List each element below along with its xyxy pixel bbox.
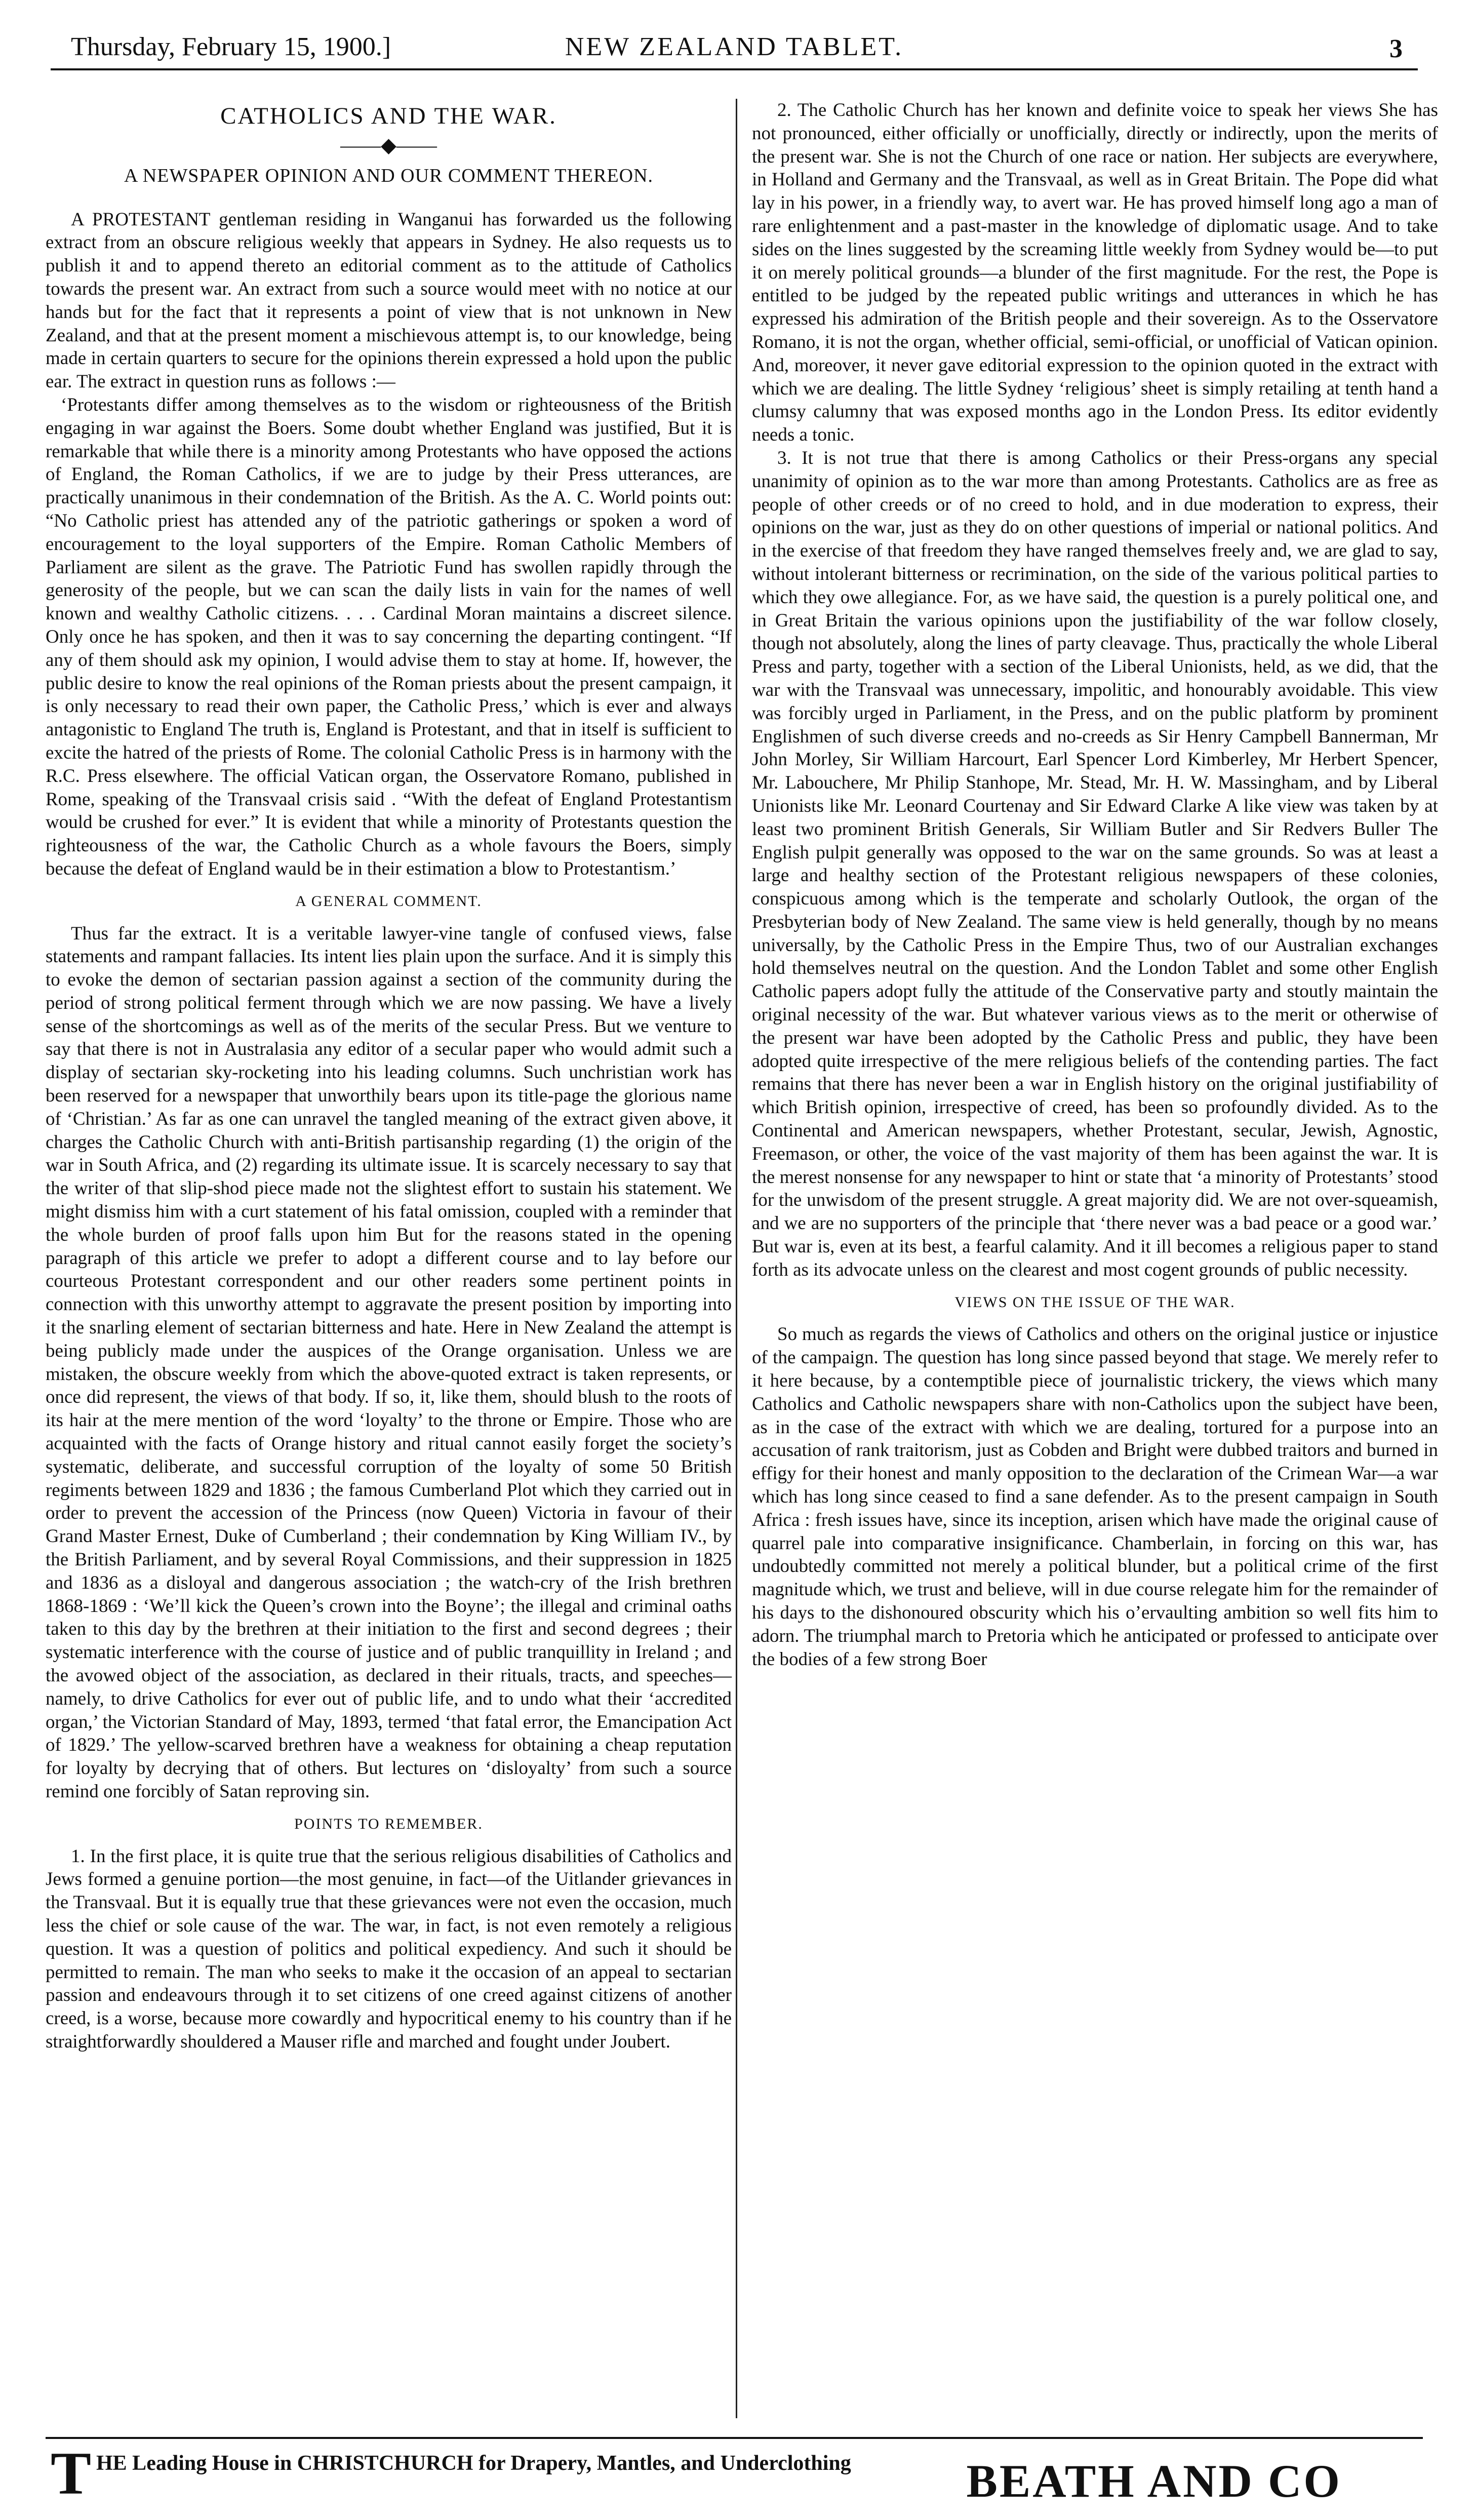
article-title: CATHOLICS AND THE WAR. xyxy=(220,103,557,129)
views-paragraph: So much as regards the views of Catholics and others on the original justice or injustice of the campaign. The question has long since passed beyond that stage. We merely refer to it here because, by a contemptible piece of journalistic trickery, the views which many Catholics and Catholic newspapers share with non-Catholics upon the subject have been, as in the case of the extract with which we are dealing, tortured for a purpose into an accusation of rank traitorism, just as Cobden and Bright were dubbed traitors and burned in effigy for their honest and manly opposition to the declaration of the Crimean War—a war which has long since ceased to find a sane defender. As to the present campaign in South Africa : fresh issues have, since its inception, arisen which have made the original cause of quarrel pale into comparative insignificance. Chamberlain, in forcing on this war, has undoubtedly committed not merely a political blunder, but a political crime of the first magnitude which, we trust and believe, will in due course relegate him for the remainder of his days to the dishonoured obscurity which his o’ervaulting ambition so well fits him to adorn. The triumphal march to Pretoria which he anticipated or professed to anticipate over the bodies of a few strong Boer xyxy=(752,1324,1438,1670)
column-divider xyxy=(736,99,737,2418)
article-subtitle: A NEWSPAPER OPINION AND OUR COMMENT THEREON. xyxy=(124,165,654,186)
title-ornament: ——◆—— xyxy=(340,133,437,156)
intro-paragraph: A PROTESTANT gentleman residing in Wanganui has forwarded us the following extract from an obscure religious weekly that appears in Sydney. He also requests us to publish it and to append thereto an editorial comment as to the attitude of Catholics towards the present war. An extract from such a source would meet with no notice at our hands but for the fact that it represents a point of view that is not unknown in New Zealand, and that at the present moment a mischievous attempt is, to our knowledge, being made in certain quarters to secure for the opinions therein expressed a hold upon the public ear. The extract in question runs as follows :— xyxy=(46,209,732,392)
advertisement-banner xyxy=(46,2437,1423,2505)
point-one-paragraph: 1. In the first place, it is quite true that the serious religious disabilities of Catholics and Jews formed a genuine portion—the most genuine, in fact—of the Uitlander grievances in the Transvaal. But it is equally true that these grievances were not even the occasion, much less the chief or sole cause of the war. The war, in fact, is not even remotely a religious question. It was a question of politics and political expediency. And such it should be permitted to remain. The man who seeks to make it the occasion of an appeal to sectarian passion and endeavours through it to set citizens of one creed against citizens of another creed, is a worse, because more cowardly and hypocritical enemy to his country than if he straightforwardly shouldered a Mauser rifle and marched and fought under Joubert. xyxy=(46,1845,732,2052)
right-column xyxy=(752,99,1438,1671)
issue-date: Thursday, February 15, 1900.] xyxy=(71,32,391,61)
page-header xyxy=(51,28,1418,70)
section-heading-views: VIEWS ON THE ISSUE OF THE WAR. xyxy=(954,1293,1235,1311)
ad-brand-name: BEATH AND CO xyxy=(966,2455,1342,2507)
point-three-paragraph: 3. It is not true that there is among Catholics or their Press-organs any special unanimity of opinion as to the war more than among Protestants. Catholics are as free as people of other creeds or of no creed to hold, and in due moderation to express, their opinions on the war, just as they do on other questions of imperial or national politics. And in the exercise of that freedom they have ranged themselves freely and, we are glad to say, without intolerant bitterness or recrimination, on the side of the various political parties to which they owe allegiance. For, as we have said, the question is a purely political one, and in Great Britain the various opinions upon the justifiability of the war follow closely, though not absolutely, along the lines of party cleavage. Thus, practically the whole Liberal Press and party, together with a section of the Liberal Unionists, held, as we did, that the war with the Transvaal was unnecessary, impolitic, and honourably avoidable. This view was forcibly urged in Parliament, in the Press, and on the public platform by prominent Englishmen of such diverse creeds and no-creeds as Sir Henry Campbell Bannerman, Mr John Morley, Sir William Harcourt, Earl Spencer Lord Kimberley, Mr Herbert Spencer, Mr. Labouchere, Mr Philip Stanhope, Mr. Stead, Mr. H. W. Massingham, and by Liberal Unionists like Mr. Leonard Courtenay and Sir Edward Clarke A like view was taken by at least two prominent British Generals, Sir William Butler and Sir Redvers Buller The English pulpit generally was opposed to the war on the same grounds. So was at least a large and healthy section of the Protestant religious newspapers of these colonies, conspicuous among which is the temperate and scholarly Outlook, the organ of the Presbyterian body of New Zealand. The same view is held generally, though by no means universally, by the Catholic Press in the Empire Thus, two of our Australian exchanges hold themselves neutral on the question. And the London Tablet and some other English Catholic papers adopt fully the attitude of the Conservative party and stoutly maintain the original necessity of the war. But whatever various views as to the merit or otherwise of the present war have been adopted by the Catholic Press and public, they have been adopted quite irrespective of the mere religious beliefs of the contending parties. The fact remains that there has never been a war in English history on the original justifiability of which British opinion, irrespective of creed, has been so profoundly divided. As to the Continental and American newspapers, whether Protestant, secular, Jewish, Agnostic, Freemason, or other, the voice of the vast majority of them has been against the war. It is the merest nonsense for any newspaper to hint or state that ‘a minority of Protestants’ stood for the unwisdom of the present struggle. A great majority did. We are not over-squeamish, and we are no supporters of the principle that ‘there never was a bad peace or a good war.’ But war is, even at its best, a fearful calamity. And it ill becomes a religious paper to stand forth as its advocate unless on the clearest and most cogent grounds of public necessity. xyxy=(752,447,1438,1280)
point-two-paragraph: 2. The Catholic Church has her known and definite voice to speak her views She has not pronounced, either officially or unofficially, directly or indirectly, upon the merits of the present war. She is not the Church of one race or nation. Her subjects are everywhere, in Holland and Germany and the Transvaal, as well as in Great Britain. The Pope did what lay in his power, in a friendly way, to avert war. He has proved himself long ago a man of rare enlightenment and a past-master in the knowledge of diplomatic usage. And to take sides on the lines suggested by the screaming little weekly from Sydney would be—to put it on merely political grounds—a blunder of the first magnitude. For the rest, the Pope is entitled to be judged by the repeated public writings and utterances in which he has expressed his admiration of the British people and their sovereign. As to the Osservatore Romano, it is not the organ, whether official, semi-official, or unofficial of Vatican opinion. And, moreover, it never gave editorial expression to the opinion quoted in the extract with which we are dealing. The little Sydney ‘religious’ sheet is simply retailing at tenth hand a clumsy calumny that was exposed months ago in the London Press. Its editor evidently needs a tonic. xyxy=(752,100,1438,446)
quote-paragraph: ‘Protestants differ among themselves as to the wisdom or righteousness of the British engaging in war against the Boers. Some doubt whether England was justified, But it is remarkable that while there is a minority among Protestants who have opposed the actions of England, the Roman Catholics, if we are to judge by their Press utterances, are practically unanimous in their condemnation of the British. As the A. C. World points out: “No Catholic priest has attended any of the patriotic gatherings or spoken a word of encouragement to the loyal supporters of the Empire. Roman Catholic Members of Parliament are silent as the grave. The Patriotic Fund has swollen rapidly through the generosity of the people, but we can scan the daily lists in vain for the names of well known and wealthy Catholic citizens. . . . Cardinal Moran maintains a discreet silence. Only once he has spoken, and then it was to say concerning the departing contingent. “If any of them should ask my opinion, I would advise them to stay at home. If, however, the public desire to know the real opinions of the Roman priests about the present campaign, it is only necessary to read their own paper, the Catholic Press,’ which is ever and always antagonistic to England The truth is, England is Protestant, and that in itself is sufficient to excite the hatred of the priests of Rome. The colonial Catholic Press is in harmony with the R.C. Press elsewhere. The official Vatican organ, the Osservatore Romano, published in Rome, speaking of the Transvaal crisis said . “With the defeat of England Protestantism would be crushed for ever.” It is evident that while a minority of Protestants question the righteousness of the war, the Catholic Church as a whole favours the Boers, simply because the defeat of England wauld be in their estimation a blow to Protestantism.’ xyxy=(46,394,732,879)
section-heading-general-comment: A GENERAL COMMENT. xyxy=(295,892,482,910)
quoted-extract xyxy=(46,393,732,881)
ad-drop-initial: T xyxy=(51,2439,92,2507)
newspaper-title: NEW ZEALAND TABLET. xyxy=(565,32,904,61)
page-number: 3 xyxy=(1389,34,1403,63)
general-comment-paragraph: Thus far the extract. It is a veritable lawyer-vine tangle of confused views, false statements and rampant fallacies. Its intent lies plain upon the surface. And it is simply this to evoke the demon of sectarian passion against a section of the community during the period of strong political ferment through which we are now passing. We have a lively sense of the shortcomings as well as of the merits of the secular Press. But we venture to say that there is not in Australasia any editor of a secular paper who would admit such a display of sectarian sky-rocketing into his leading columns. Such unchristian work has been reserved for a newspaper that unworthily bears upon its title-page the glorious name of ‘Christian.’ As far as one can unravel the tangled meaning of the extract given above, it charges the Catholic Church with anti-British partisanship regarding (1) the origin of the war in South Africa, and (2) regarding its ultimate issue. It is scarcely necessary to say that the writer of that slip-shod piece made not the slightest effort to sustain his statement. We might dismiss him with a curt statement of his fatal omission, coupled with a reminder that the whole burden of proof falls upon him But for the reasons stated in the opening paragraph of this article we prefer to adopt a different course and to lay before our courteous Protestant correspondent and our other readers some pertinent points in connection with this unworthy attempt to aggravate the present position by importing into it the snarling element of sectarian bitterness and hate. Here in New Zealand the attempt is being publicly made under the auspices of the Orange organisation. Unless we are mistaken, the obscure weekly from which the above-quoted extract is taken represents, or once did represent, the views of that body. If so, it, like them, should blush to the roots of its hair at the mere mention of the word ‘loyalty’ to the throne or Empire. Those who are acquainted with the facts of Orange history and ritual cannot easily forget the society’s systematic, deliberate, and successful corruption of the loyalty of some 50 British regiments between 1829 and 1836 ; the famous Cumberland Plot which they carried out in order to prevent the accession of the Princess (now Queen) Victoria in favour of their Grand Master Ernest, Duke of Cumberland ; their condemnation by King William IV., by the British Parliament, and by several Royal Commissions, and their suppression in 1825 and 1836 as a disloyal and dangerous association ; the watch-cry of the Irish brethren 1868-1869 : ‘We’ll kick the Queen’s crown into the Boyne’; the illegal and criminal oaths taken to this day by the brethren at their initiation to the first and second degrees ; their systematic interference with the course of justice and of public tranquillity in Ireland ; and the avowed object of the association, as declared in their rituals, tracts, and speeches—namely, to drive Catholics for ever out of public life, and to undo what their ‘accredited organ,’ the Victorian Standard of May, 1893, termed ‘that fatal error, the Emancipation Act of 1829.’ The yellow-scarved brethren have a weakness for obtaining a cheap reputation for loyalty by decrying that of others. But lectures on ‘disloyalty’ from such a source remind one forcibly of Satan reproving sin. xyxy=(46,923,732,1802)
section-heading-points: POINTS TO REMEMBER. xyxy=(294,1815,483,1832)
ad-text: HE Leading House in CHRISTCHURCH for Drapery, Mantles, and Underclothing xyxy=(96,2452,851,2475)
left-column xyxy=(46,99,732,2054)
